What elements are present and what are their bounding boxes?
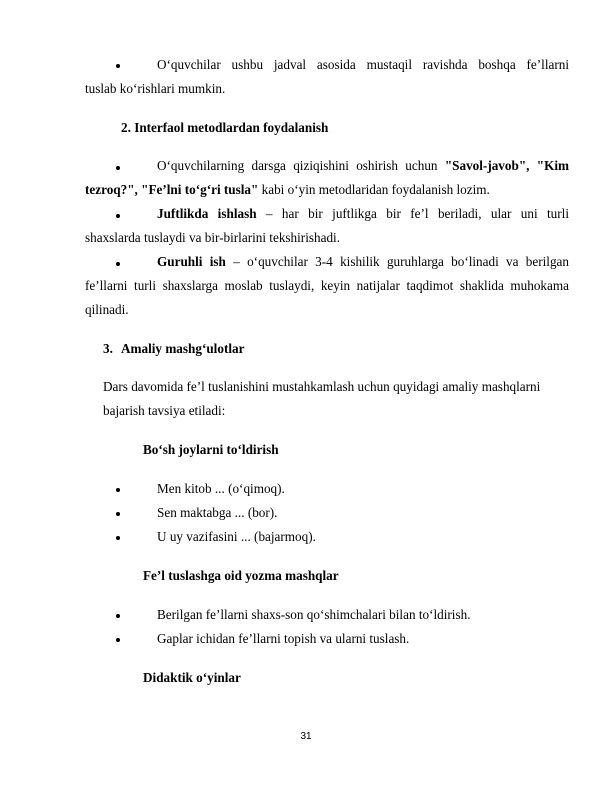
section-3-number: 3.	[103, 341, 113, 356]
intro-line-2: tuslab ko‘rishlari mumkin.	[85, 81, 226, 96]
list-item: U uy vazifasini ... (bajarmoq).	[157, 529, 316, 544]
list-item: Gaplar ichidan fe’llarni topish va ularni tuslash.	[157, 631, 410, 646]
bullet-juftlik-line-2: shaxslarda tuslaydi va bir-birlarini tekshirishadi.	[85, 230, 340, 245]
section-3-paragraph-line-2: bajarish tavsiya etiladi:	[103, 403, 226, 418]
bullet-guruhli-line-1: Guruhli ish – o‘quvchilar 3-4 kishilik guruhlarga bo‘linadi va berilgan	[157, 254, 569, 269]
section-3-heading: Amaliy mashg‘ulotlar	[121, 341, 245, 356]
bullet-icon	[116, 488, 122, 494]
bullet-icon	[116, 166, 122, 172]
bullet-icon	[116, 536, 122, 542]
subheading-fill-blanks: Bo‘sh joylarni to‘ldirish	[143, 442, 279, 457]
bullet-icon	[116, 638, 122, 644]
bullet-icon	[116, 614, 122, 620]
subheading-written-exercises: Fe’l tuslashga oid yozma mashqlar	[143, 568, 339, 583]
bullet-icon	[116, 214, 122, 220]
bullet-juftlik-line-1: Juftlikda ishlash – har bir juftlikga bir fe’l beriladi, ular uni turli	[157, 206, 569, 221]
subheading-didactic-games: Didaktik o‘yinlar	[143, 670, 241, 685]
list-item: Men kitob ... (o‘qimoq).	[157, 481, 285, 496]
section-3-paragraph-line-1: Dars davomida fe’l tuslanishini mustahkamlash uchun quyidagi amaliy mashqlarni	[103, 379, 541, 394]
bullet-icon	[116, 64, 122, 70]
list-item: Berilgan fe’llarni shaxs-son qo‘shimchalari bilan to‘ldirish.	[157, 607, 471, 622]
section-2-heading: 2. Interfaol metodlardan foydalanish	[121, 120, 329, 135]
bullet-icon	[116, 262, 122, 268]
bullet-savol-javob-line-2: tezroq?", "Fe’lni to‘g‘ri tusla" kabi o‘yin metodlaridan foydalanish lozim.	[85, 182, 490, 197]
bullet-savol-javob-line-1: O‘quvchilarning darsga qiziqishini oshirish uchun "Savol-javob", "Kim	[157, 158, 569, 173]
intro-line-1: O‘quvchilar ushbu jadval asosida mustaqil ravishda boshqa fe’llarni	[157, 57, 569, 72]
bullet-guruhli-line-2: fe’llarni turli shaxslarga moslab tuslaydi, keyin natijalar taqdimot shaklida muhokama	[85, 278, 569, 293]
bullet-guruhli-line-3: qilinadi.	[85, 302, 129, 317]
page-number: 31	[300, 731, 312, 742]
list-item: Sen maktabga ... (bor).	[157, 505, 278, 520]
bullet-icon	[116, 512, 122, 518]
